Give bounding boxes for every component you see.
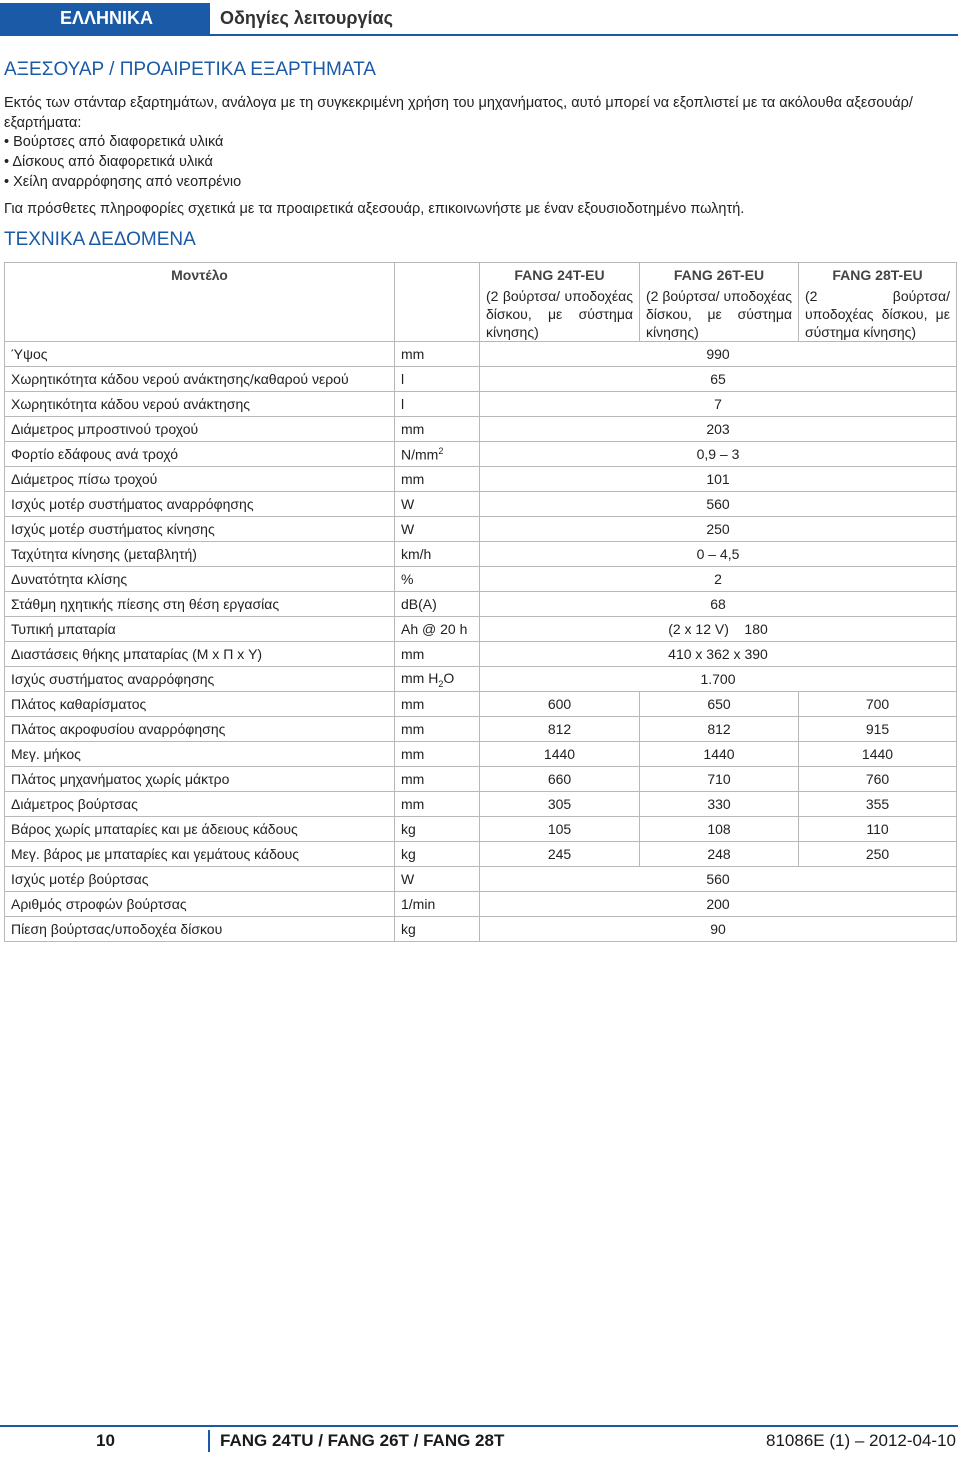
unit-cell (395, 792, 480, 817)
spec-label: Πλάτος ακροφυσίου αναρρόφησης (5, 717, 395, 742)
spec-label: Μεγ. βάρος με μπαταρίες και γεμάτους κάδους (5, 842, 395, 867)
spec-value: 0,9 – 3 (480, 442, 957, 467)
footer-separator (208, 1430, 210, 1452)
unit-text: W (401, 871, 415, 887)
table-row (5, 742, 957, 767)
desc-spacer (395, 287, 480, 342)
unit-cell (395, 367, 480, 392)
spec-value: 7 (480, 392, 957, 417)
unit-text: mm (401, 771, 425, 787)
spec-value: 2 (480, 567, 957, 592)
table-row (5, 617, 957, 642)
unit-text: mm (401, 746, 425, 762)
table-row (5, 567, 957, 592)
spec-label: Χωρητικότητα κάδου νερού ανάκτησης (5, 392, 395, 417)
unit-superscript: 2 (438, 445, 444, 456)
spec-value: 105 (480, 817, 640, 842)
spec-label: Αριθμός στροφών βούρτσας (5, 892, 395, 917)
unit-text: dB(A) (401, 596, 437, 612)
unit-text: mm (401, 696, 425, 712)
unit-cell (395, 717, 480, 742)
table-row (5, 767, 957, 792)
spec-label: Ισχύς συστήματος αναρρόφησης (5, 667, 395, 692)
unit-cell (395, 392, 480, 417)
spec-label: Διάμετρος μπροστινού τροχού (5, 417, 395, 442)
table-row (5, 642, 957, 667)
spec-label: Δυνατότητα κλίσης (5, 567, 395, 592)
header-rule (0, 34, 958, 36)
desc-spacer (5, 287, 395, 342)
unit-text: W (401, 496, 415, 512)
unit-cell (395, 342, 480, 367)
table-row (5, 692, 957, 717)
table-row (5, 492, 957, 517)
table-row (5, 392, 957, 417)
unit-cell (395, 517, 480, 542)
spec-value: 110 (799, 817, 957, 842)
spec-value: 245 (480, 842, 640, 867)
spec-label: Διάμετρος βούρτσας (5, 792, 395, 817)
unit-cell (395, 542, 480, 567)
table-row (5, 442, 957, 467)
spec-value: 1440 (480, 742, 640, 767)
spec-value: 1.700 (480, 667, 957, 692)
spec-value: 560 (480, 492, 957, 517)
unit-cell (395, 742, 480, 767)
unit-text: mm (401, 796, 425, 812)
spec-value: 248 (640, 842, 799, 867)
spec-value: 1440 (799, 742, 957, 767)
spec-label: Φορτίο εδάφους ανά τροχό (5, 442, 395, 467)
unit-cell (395, 492, 480, 517)
table-row (5, 917, 957, 942)
spec-value: 650 (640, 692, 799, 717)
unit-cell (395, 767, 480, 792)
unit-cell (395, 667, 480, 692)
unit-subscript: 2 (438, 678, 444, 689)
unit-cell (395, 592, 480, 617)
spec-value: 355 (799, 792, 957, 817)
spec-label: Στάθμη ηχητικής πίεσης στη θέση εργασίας (5, 592, 395, 617)
accessories-list (4, 132, 241, 192)
page-number: 10 (96, 1431, 115, 1450)
unit-cell (395, 642, 480, 667)
spec-value: 990 (480, 342, 957, 367)
table-row (5, 467, 957, 492)
table-row (5, 592, 957, 617)
spec-value: 915 (799, 717, 957, 742)
spec-value: 710 (640, 767, 799, 792)
spec-value: 90 (480, 917, 957, 942)
list-item: • Δίσκους από διαφορετικά υλικά (4, 152, 241, 172)
list-item: • Χείλη αναρρόφησης από νεοπρένιο (4, 172, 241, 192)
spec-value: 0 – 4,5 (480, 542, 957, 567)
spec-value: 65 (480, 367, 957, 392)
table-row (5, 367, 957, 392)
spec-label: Τυπική μπαταρία (5, 617, 395, 642)
spec-value: 760 (799, 767, 957, 792)
unit-text: l (401, 396, 405, 412)
unit-text: kg (401, 846, 416, 862)
table-row (5, 792, 957, 817)
unit-cell (395, 917, 480, 942)
spec-value: 700 (799, 692, 957, 717)
spec-label: Χωρητικότητα κάδου νερού ανάκτησης/καθαρού νερού (5, 367, 395, 392)
spec-label: Ισχύς μοτέρ συστήματος κίνησης (5, 517, 395, 542)
language-tab: ΕΛΛΗΝΙΚΑ (0, 3, 210, 34)
table-header-row (5, 263, 957, 288)
spec-table (4, 262, 957, 942)
spec-value: 600 (480, 692, 640, 717)
model-name: FANG 28T-EU (799, 263, 957, 288)
table-row (5, 542, 957, 567)
spec-value: (2 x 12 V) 180 (480, 617, 957, 642)
spec-value: 68 (480, 592, 957, 617)
footer-models: FANG 24TU / FANG 26T / FANG 28T (220, 1431, 505, 1450)
model-desc: (2 βούρτσα/ υποδοχέας δίσκου, με σύστημα κίνησης) (640, 287, 799, 342)
header-title: Οδηγίες λειτουργίας (220, 8, 393, 28)
spec-value: 812 (640, 717, 799, 742)
spec-value: 410 x 362 x 390 (480, 642, 957, 667)
spec-value: 101 (480, 467, 957, 492)
table-row (5, 717, 957, 742)
table-row (5, 842, 957, 867)
list-item: • Βούρτσες από διαφορετικά υλικά (4, 132, 241, 152)
unit-cell (395, 842, 480, 867)
accessories-title: ΑΞΕΣΟΥΑΡ / ΠΡΟΑΙΡΕΤΙΚΑ ΕΞΑΡΤΗΜΑΤΑ (4, 59, 376, 80)
spec-value: 200 (480, 892, 957, 917)
unit-text: mm H (401, 669, 439, 686)
spec-label: Διάμετρος πίσω τροχού (5, 467, 395, 492)
unit-cell (395, 817, 480, 842)
unit-text: mm (401, 721, 425, 737)
spec-label: Πλάτος καθαρίσματος (5, 692, 395, 717)
table-row (5, 342, 957, 367)
footer-doc-id: 81086E (1) – 2012-04-10 (766, 1431, 956, 1450)
unit-text: kg (401, 921, 416, 937)
model-name: FANG 26T-EU (640, 263, 799, 288)
unit-cell (395, 467, 480, 492)
spec-value: 1440 (640, 742, 799, 767)
spec-value: 660 (480, 767, 640, 792)
unit-text: Ah @ 20 h (401, 621, 468, 637)
tech-title: ΤΕΧΝΙΚΑ ΔΕΔΟΜΕΝΑ (4, 229, 196, 250)
unit-text: mm (401, 346, 425, 362)
spec-label: Ύψος (5, 342, 395, 367)
unit-text: kg (401, 821, 416, 837)
unit-cell (395, 417, 480, 442)
footer-rule (0, 1425, 958, 1427)
unit-text: mm (401, 471, 425, 487)
model-label: Μοντέλο (5, 263, 395, 288)
spec-value: 250 (480, 517, 957, 542)
unit-text: 1/min (401, 896, 436, 912)
spec-value: 812 (480, 717, 640, 742)
spec-value: 250 (799, 842, 957, 867)
unit-cell (395, 567, 480, 592)
spec-value: 560 (480, 867, 957, 892)
spec-label: Βάρος χωρίς μπαταρίες και με άδειους κάδους (5, 817, 395, 842)
unit-text: l (401, 371, 405, 387)
table-row (5, 517, 957, 542)
accessories-note: Για πρόσθετες πληροφορίες σχετικά με τα προαιρετικά αξεσουάρ, επικοινωνήστε με έναν εξουσιοδοτημένο πωλητή. (4, 201, 745, 217)
model-desc: (2 βούρτσα/ υποδοχέας δίσκου, με σύστημα κίνησης) (480, 287, 640, 342)
table-row (5, 667, 957, 692)
spec-label: Διαστάσεις θήκης μπαταρίας (Μ x Π x Υ) (5, 642, 395, 667)
unit-text: % (401, 571, 414, 587)
unit-cell (395, 867, 480, 892)
unit-cell (395, 617, 480, 642)
spec-value: 108 (640, 817, 799, 842)
spec-value: 305 (480, 792, 640, 817)
spec-label: Μεγ. μήκος (5, 742, 395, 767)
table-row (5, 867, 957, 892)
unit-cell (395, 892, 480, 917)
table-row (5, 417, 957, 442)
table-desc-row (5, 287, 957, 342)
unit-text: km/h (401, 546, 432, 562)
table-row (5, 817, 957, 842)
unit-text: W (401, 521, 415, 537)
unit-header (395, 263, 480, 288)
unit-cell (395, 692, 480, 717)
spec-value: 203 (480, 417, 957, 442)
table-row (5, 892, 957, 917)
unit-text: mm (401, 646, 425, 662)
unit-text: mm (401, 421, 425, 437)
model-desc: (2 βούρτσα/ υποδοχέας δίσκου, με σύστημα κίνησης) (799, 287, 957, 342)
spec-label: Ισχύς μοτέρ βούρτσας (5, 867, 395, 892)
unit-tail: O (443, 669, 455, 686)
accessories-intro: Εκτός των στάνταρ εξαρτημάτων, ανάλογα με τη συγκεκριμένη χρήση του μηχανήματος, αυτό μπορεί να εξοπλιστεί με τα ακόλουθα αξεσουάρ/εξαρτήματα: (4, 95, 913, 131)
spec-label: Ταχύτητα κίνησης (μεταβλητή) (5, 542, 395, 567)
spec-value: 330 (640, 792, 799, 817)
unit-text: N/mm (401, 446, 439, 463)
spec-label: Πλάτος μηχανήματος χωρίς μάκτρο (5, 767, 395, 792)
unit-cell (395, 442, 480, 467)
spec-label: Ισχύς μοτέρ συστήματος αναρρόφησης (5, 492, 395, 517)
model-name: FANG 24T-EU (480, 263, 640, 288)
spec-label: Πίεση βούρτσας/υποδοχέα δίσκου (5, 917, 395, 942)
